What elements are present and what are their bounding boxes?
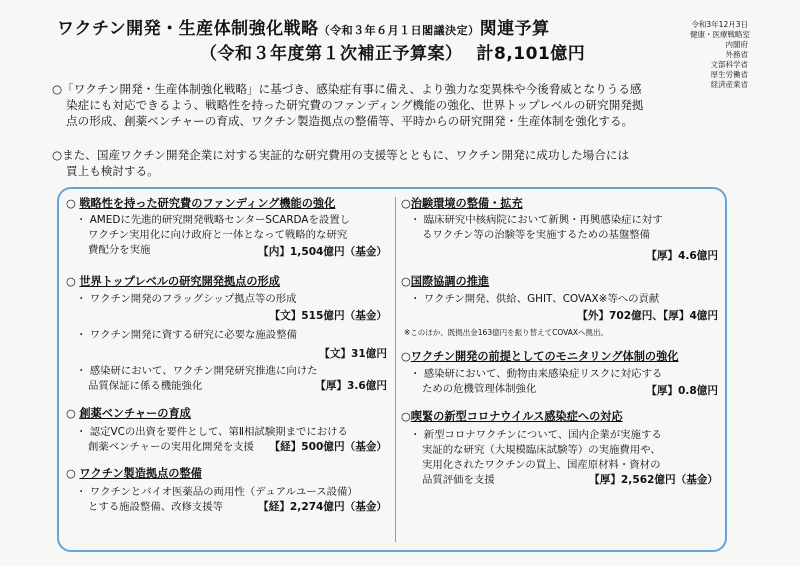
left-section-2-amount-2: 【文】31億円: [319, 348, 387, 360]
left-section-1-amount: 【内】1,504億円（基金）: [258, 246, 387, 258]
item-line: 実用化されたワクチンの買上、国産原材料・資材の: [422, 459, 661, 471]
left-section-4-amount: 【経】2,274億円（基金）: [258, 501, 387, 513]
item-line: ための危機管理体制強化: [422, 383, 537, 395]
left-section-2-heading: ○ 世界トップレベルの研究開発拠点の形成: [66, 275, 280, 288]
org-name: 健康・医療戦略室: [690, 30, 750, 39]
heading-text: ワクチン製造拠点の整備: [79, 467, 202, 480]
heading-text: 世界トップレベルの研究開発拠点の形成: [79, 275, 280, 288]
right-section-1-item: [410, 213, 663, 243]
item-line: とする施設整備、改修支援等: [88, 501, 224, 513]
right-section-2-amount: 【外】702億円、【厚】4億円: [577, 310, 718, 322]
intro-line: ○「ワクチン開発・生産体制強化戦略」に基づき、感染症有事に備え、より強力な変異株や今後脅威となりうる感: [52, 82, 642, 96]
heading-text: 戦略性を持った研究費のファンディング機能の強化: [79, 197, 336, 210]
right-section-4-amount: 【厚】2,562億円（基金）: [589, 474, 718, 486]
right-section-1-heading: ○治験環境の整備・拡充: [401, 197, 523, 210]
left-section-4-heading: ○ ワクチン製造拠点の整備: [66, 467, 202, 480]
item-line: 品質評価を支援: [422, 474, 495, 486]
left-section-2-amount-1: 【文】515億円（基金）: [269, 310, 387, 322]
doc-date: 令和3年12月3日: [691, 20, 748, 29]
left-section-2-item-2: ・ ワクチン開発に資する研究に必要な施設整備: [76, 329, 297, 341]
header-info: [690, 20, 748, 90]
intro-paragraph-1: [52, 81, 644, 129]
title-note: （令和３年６月１日閣議決定）: [318, 24, 480, 37]
item-line: ・ 感染研において、ワクチン開発研究推進に向けた: [76, 365, 318, 377]
intro-paragraph-2: [52, 147, 629, 179]
title-total: 計8,101億円: [476, 44, 586, 64]
item-line: 創薬ベンチャーの実用化開発を支援: [88, 441, 254, 453]
item-line: 実証的な研究（大規模臨床試験等）の実施費用や、: [422, 444, 661, 456]
heading-text: 創薬ベンチャーの育成: [79, 407, 191, 420]
intro-line: 買上も検討する。: [66, 164, 159, 178]
left-section-3-heading: ○ 創薬ベンチャーの育成: [66, 407, 191, 420]
left-section-3-amount: 【経】500億円（基金）: [269, 441, 387, 453]
heading-text: 治験環境の整備・拡充: [410, 197, 523, 210]
title-main: ワクチン開発・生産体制強化戦略: [57, 19, 319, 39]
intro-line: 染症にも対応できるよう、戦略性を持った研究費のファンディング機能の強化、世界トップレベルの研究開発拠: [66, 98, 644, 112]
right-section-1-amount: 【厚】4.6億円: [646, 250, 718, 262]
right-section-2-note: ※このほか、既拠出金163億円を振り替えてCOVAXへ拠出。: [404, 328, 609, 337]
org-name: 厚生労働省: [710, 70, 748, 79]
right-section-3-amount: 【厚】0.8億円: [646, 385, 718, 397]
left-section-2-item-1: ・ ワクチン開発のフラッグシップ拠点等の形成: [76, 293, 297, 305]
title-subtitle: （令和３年度第１次補正予算案）: [200, 44, 463, 64]
item-line: ・ 臨床研究中核病院において新興・再興感染症に対す: [410, 214, 663, 226]
column-divider: [395, 197, 396, 542]
org-name: 内閣府: [725, 40, 748, 49]
right-section-3-heading: ○ワクチン開発の前提としてのモニタリング体制の強化: [401, 350, 679, 363]
item-line: ・ 感染研において、動物由来感染症リスクに対応する: [410, 368, 663, 380]
heading-text: 喫緊の新型コロナウイルス感染症への対応: [410, 410, 623, 423]
item-line: るワクチン等の治験等を実施するための基盤整備: [422, 229, 651, 241]
right-section-4-heading: ○喫緊の新型コロナウイルス感染症への対応: [401, 410, 623, 423]
right-section-2-item: ・ ワクチン開発、供給、GHIT、COVAX※等への貢献: [410, 293, 660, 305]
heading-text: 国際協調の推進: [410, 275, 490, 288]
right-section-2-heading: ○国際協調の推進: [401, 275, 490, 288]
item-line: 品質保証に係る機能強化: [88, 380, 203, 392]
item-line: ワクチン実用化に向け政府と一体となって戦略的な研究: [88, 229, 348, 241]
org-name: 経済産業省: [710, 80, 748, 89]
title-tail: 関連予算: [479, 19, 550, 39]
title-line1: [57, 14, 550, 39]
heading-text: ワクチン開発の前提としてのモニタリング体制の強化: [410, 350, 679, 363]
item-line: ・ 認定VCの出資を要件として、第Ⅱ相試験期までにおける: [76, 426, 348, 438]
org-name: 外務省: [725, 50, 748, 59]
left-section-2-amount-3: 【厚】3.6億円: [315, 380, 387, 392]
item-line: ・ 新型コロナワクチンについて、国内企業が実施する: [410, 429, 662, 441]
item-line: ・ ワクチンとバイオ医薬品の両用性（デュアルユース設備）: [76, 486, 358, 498]
intro-line: ○また、国産ワクチン開発企業に対する実証的な研究費用の支援等とともに、ワクチン開発に成功した場合には: [52, 148, 630, 162]
title-line2: [200, 39, 585, 64]
item-line: 費配分を実施: [88, 244, 151, 256]
intro-line: 点の形成、創薬ベンチャーの育成、ワクチン製造拠点の整備等、平時からの研究開発・生産体制を強化する。: [66, 114, 634, 128]
org-name: 文部科学省: [710, 60, 748, 69]
item-line: ・ AMEDに先進的研究開発戦略センターSCARDAを設置し: [76, 214, 351, 226]
left-section-1-heading: ○ 戦略性を持った研究費のファンディング機能の強化: [66, 197, 336, 210]
